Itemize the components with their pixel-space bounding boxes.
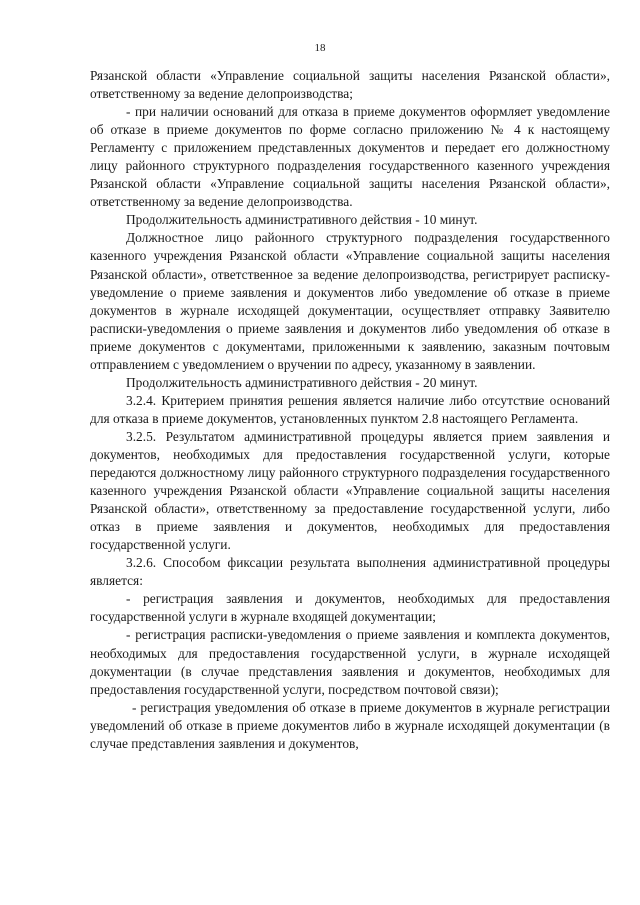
paragraph-refusal-notice: - при наличии оснований для отказа в приеме документов оформляет уведомление об отказе в приеме документов по форме согласно приложению № 4 к настоящему Регламенту с приложением представленных документов и передает его должностному лицу районного структурного подразделения государственного казенного учреждения Рязанской области «Управление социальной защиты населения Рязанской области», ответственному за ведение делопроизводства. — [90, 104, 610, 210]
list-item-receipt-registration: - регистрация расписки-уведомления о приеме заявления и комплекта документов, необходимых для предоставления государственной услуги, в журнале исходящей документации (в случае представления заявления и документов, необходимых для предоставления государственной услуги, посредством почтовой связи); — [90, 627, 610, 697]
paragraph-duration-10: Продолжительность административного действия - 10 минут. — [126, 212, 478, 228]
paragraph-continuation: Рязанской области «Управление социальной защиты населения Рязанской области», ответственному за ведение делопроизводства; — [90, 68, 610, 102]
paragraph-3-2-4: 3.2.4. Критерием принятия решения является наличие либо отсутствие оснований для отказа в приеме документов, установленных пунктом 2.8 настоящего Регламента. — [90, 392, 610, 426]
page-number: 18 — [314, 42, 326, 54]
list-item-incoming-registration: - регистрация заявления и документов, необходимых для предоставления государственной услуги в журнале входящей документации; — [90, 591, 610, 625]
list-item-refusal-registration: - регистрация уведомления об отказе в приеме документов в журнале регистрации уведомлений об отказе в приеме документов либо в журнале исходящей документации (в случае представления заявления и документов, — [90, 699, 610, 751]
paragraph-3-2-5: 3.2.5. Результатом административной процедуры является прием заявления и документов, необходимых для предоставления государственной услуги, которые передаются должностному лицу районного структурного подразделения государственного казенного учреждения Рязанской области «Управление социальной защиты населения Рязанской области», ответственному за предоставление государственной услуги, либо отказ в приеме заявления и документов, необходимых для предоставления государственной услуги. — [90, 428, 610, 553]
paragraph-official-registers: Должностное лицо районного структурного подразделения государственного казенного учреждения Рязанской области «Управление социальной защиты населения Рязанской области», ответственное за ведение делопроизводства, регистрирует расписку-уведомление о приеме заявления и документов либо уведомление об отказе в приеме документов в журнале исходящей документации, осуществляет отправку Заявителю расписки-уведомления о приеме заявления и документов либо уведомления об отказе в приеме документов с документами, приложенными к заявлению, заказным почтовым отправлением с уведомлением о вручении по адресу, указанному в заявлении. — [90, 230, 610, 372]
document-body — [90, 67, 610, 753]
paragraph-duration-20: Продолжительность административного действия - 20 минут. — [126, 374, 478, 390]
paragraph-3-2-6: 3.2.6. Способом фиксации результата выполнения административной процедуры является: — [90, 555, 610, 589]
